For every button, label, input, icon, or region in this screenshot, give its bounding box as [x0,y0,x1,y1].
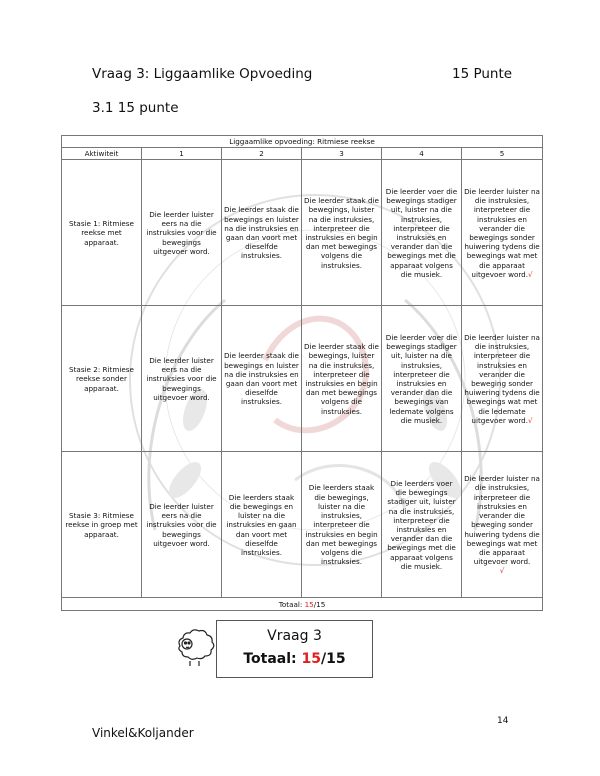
rubric-cell: Die leerder staak die bewegings, luister na die instruksies, interpreteer die instruksies en begin dan met bewegings volgens die instruksies. [302,160,382,306]
score-max: /15 [321,651,346,667]
stage-label: Stasie 1: Ritmiese reekse met apparaat. [62,160,142,306]
rubric-cell: Die leerder voer die bewegings stadiger uit, luister na die instruksies, interpreteer die instruksies en verander dan die bewegings van ledemate volgens die musiek. [382,306,462,452]
rubric-cell-text: Die leerder luister na die instruksies, interpreteer die instruksies en verander die beweging sonder huiwering tydens die bewegings wat met die ledemate uitgevoer word. [464,332,540,425]
table-row [62,452,543,598]
rubric-cell: Die leerder staak die bewegings, luister na die instruksies, interpreteer die instruksies en begin dan met bewegings volgens die instruksies. [302,306,382,452]
page-title: Vraag 3: Liggaamlike Opvoeding [92,66,313,82]
check-mark-icon: √ [528,415,533,425]
section-subtitle: 3.1 15 punte [92,100,179,116]
table-row [62,160,543,306]
rubric-cell-text: Die leerder luister na die instruksies, interpreteer die instruksies en verander die beweging sonder huiwering tydens die bewegings wat met die apparaat uitgevoer word. [464,474,540,567]
rubric-cell: Die leerders voer die bewegings stadiger uit, luister na die instruksies, interpreteer die instruksies en verander dan die bewegings met die apparaat volgens die musiek. [382,452,462,598]
total-score: 15 [304,599,314,609]
table-title: Liggaamlike opvoeding: Ritmiese reekse [62,136,543,148]
rubric-cell-selected [462,306,543,452]
column-header: 5 [462,148,543,160]
total-label: Totaal: [278,599,305,609]
footer-author: Vinkel&Koljander [92,726,194,740]
rubric-cell: Die leerders staak die bewegings en luister na die instruksies en gaan dan voort met dieselfde instruksies. [222,452,302,598]
rubric-cell: Die leerder luister eers na die instruksies voor die bewegings uitgevoer word. [142,452,222,598]
column-header: 3 [302,148,382,160]
score-total-label: Totaal: [243,651,302,667]
rubric-cell-selected [462,452,543,598]
stage-label: Stasie 3: Ritmiese reekse in groep met apparaat. [62,452,142,598]
points-label: 15 Punte [452,66,513,82]
column-header: 4 [382,148,462,160]
score-question: Vraag 3 [267,628,322,644]
score-value: 15 [301,651,322,667]
page-number: 14 [497,716,509,726]
rubric-cell: Die leerder voer die bewegings stadiger uit, luister na die instruksies, interpreteer die instruksies en verander dan die bewegings met die apparaat volgens die musiek. [382,160,462,306]
rubric-cell: Die leerders staak die bewegings, luister na die instruksies, interpreteer die instruksies en begin dan met bewegings volgens die instruksies. [302,452,382,598]
rubric-cell-text: Die leerder luister na die instruksies, interpreteer die instruksies en verander die bewegings sonder huiwering tydens die bewegings wat met die apparaat uitgevoer word. [464,186,540,279]
table-row [62,306,543,452]
sheep-icon [172,624,218,668]
rubric-cell: Die leerder staak die bewegings en luister na die instruksies en gaan dan voort met dieselfde instruksies. [222,160,302,306]
column-header: 1 [142,148,222,160]
column-header: Aktiwiteit [62,148,142,160]
table-total [62,598,543,611]
stage-label: Stasie 2: Ritmiese reekse sonder apparaat. [62,306,142,452]
rubric-cell-selected [462,160,543,306]
column-header: 2 [222,148,302,160]
score-summary-box [216,620,373,678]
rubric-cell: Die leerder staak die bewegings en luister na die instruksies en gaan dan voort met dieselfde instruksies. [222,306,302,452]
rubric-cell: Die leerder luister eers na die instruksies voor die bewegings uitgevoer word. [142,160,222,306]
rubric-cell: Die leerder luister eers na die instruksies voor die bewegings uitgevoer word. [142,306,222,452]
check-mark-icon: √ [528,269,533,279]
check-mark-icon: √ [499,566,505,576]
total-max: /15 [313,599,326,609]
score-total [217,651,372,667]
rubric-table [61,135,543,611]
